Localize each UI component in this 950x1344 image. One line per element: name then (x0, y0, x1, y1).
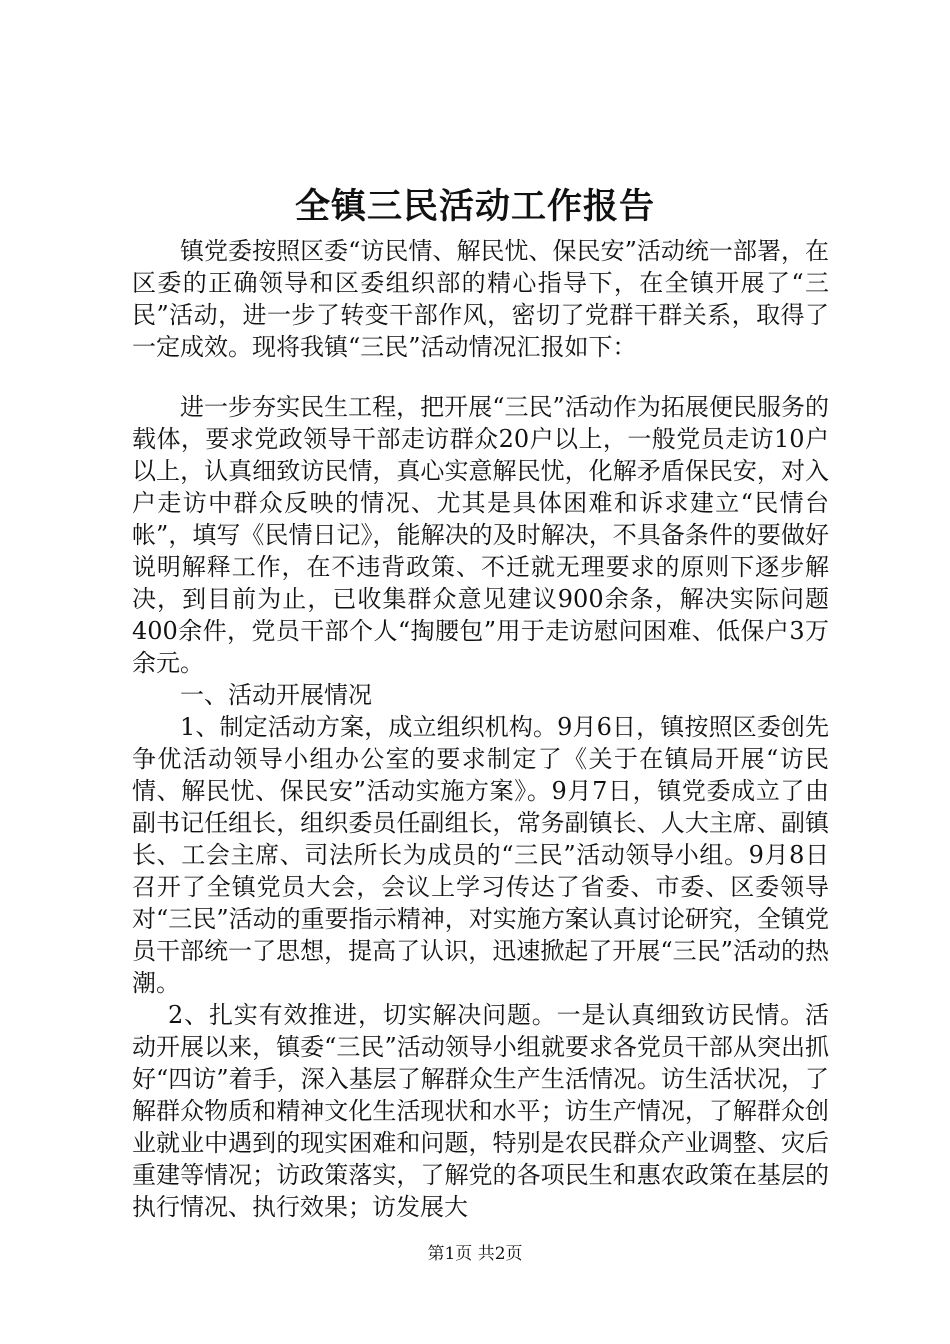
body-paragraph-3: 2、扎实有效推进，切实解决问题。一是认真细致访民情。活动开展以来，镇委“三民”活动领导小组就要求各党员干部从突出抓好“四访”着手，深入基层了解群众生产生活情况。访生活状况，了解群众物质和精神文化生活现状和水平；访生产情况，了解群众创业就业中遇到的现实困难和问题，特别是农民群众产业调整、灾后重建等情况；访政策落实，了解党的各项民生和惠农政策在基层的执行情况、执行效果；访发展大 (132, 1001, 829, 1221)
body-paragraph-1: 进一步夯实民生工程，把开展“三民”活动作为拓展便民服务的载体，要求党政领导干部走访群众20户以上，一般党员走访10户以上，认真细致访民情，真心实意解民忧，化解矛盾保民安，对入户走访中群众反映的情况、尤其是具体困难和诉求建立“民情台帐”，填写《民情日记》，能解决的及时解决，不具备条件的要做好说明解释工作，在不违背政策、不迁就无理要求的原则下逐步解决，到目前为止，已收集群众意见建议900余条，解决实际问题400余件，党员干部个人“掏腰包”用于走访慰问困难、低保户3万余元。 (132, 393, 829, 677)
page-footer: 第1页 共2页 (427, 1244, 523, 1264)
intro-section (132, 235, 829, 363)
intro-paragraph: 镇党委按照区委“访民情、解民忧、保民安”活动统一部署，在区委的正确领导和区委组织部的精心指导下，在全镇开展了“三民”活动，进一步了转变干部作风，密切了党群干群关系，取得了一定成效。现将我镇“三民”活动情况汇报如下： (132, 237, 829, 361)
body-paragraph-2: 1、制定活动方案，成立组织机构。9月6日，镇按照区委创先争优活动领导小组办公室的要求制定了《关于在镇局开展“访民情、解民忧、保民安”活动实施方案》。9月7日，镇党委成立了由副书记任组长，组织委员任副组长，常务副镇长、人大主席、副镇长、工会主席、司法所长为成员的“三民”活动领导小组。9月8日召开了全镇党员大会，会议上学习传达了省委、市委、区委领导对“三民”活动的重要指示精神，对实施方案认真讨论研究，全镇党员干部统一了思想，提高了认识，迅速掀起了开展“三民”活动的热潮。 (132, 713, 829, 997)
document-title: 全镇三民活动工作报告 (294, 186, 655, 227)
section-heading: 一、活动开展情况 (180, 681, 372, 709)
body-section (132, 391, 829, 1223)
